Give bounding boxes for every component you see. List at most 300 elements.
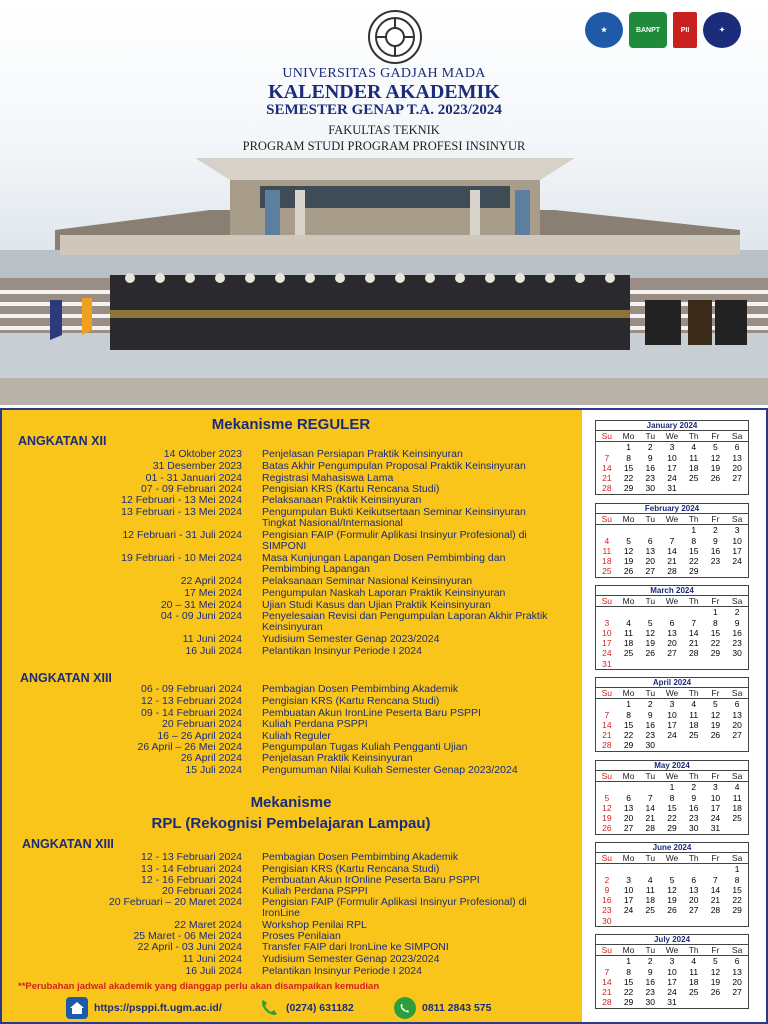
day-cell: 8	[713, 617, 718, 628]
weekday-label: Tu	[639, 688, 661, 699]
schedule-date: 13 Februari - 13 Mei 2024	[121, 506, 242, 518]
empty-day	[661, 864, 683, 874]
schedule-event: Penjelasan Persiapan Praktik Keinsinyuran	[262, 448, 463, 460]
day-cell: 30	[645, 483, 656, 494]
day-cell: 14	[602, 719, 612, 730]
month-calendar	[595, 677, 749, 752]
weekday-label: Su	[596, 853, 618, 864]
day-cell: 22	[710, 638, 721, 649]
day-cell: 7	[647, 792, 653, 803]
weekday-label: Su	[596, 596, 618, 607]
day-cell: 29	[623, 740, 634, 751]
day-cell: 9	[713, 535, 718, 546]
empty-day	[639, 782, 661, 792]
schedule-date: 25 Maret - 06 Mei 2024	[133, 930, 242, 942]
day-cell: 11	[645, 884, 655, 895]
ugm-logo	[368, 10, 422, 64]
schedule-date: 11 Juni 2024	[182, 953, 242, 965]
day-cell: 4	[626, 617, 631, 628]
schedule-date: 20 Februari 2024	[162, 885, 242, 897]
day-cell: 31	[710, 823, 721, 834]
schedule-date: 07 - 09 Februari 2024	[141, 483, 242, 495]
empty-day	[639, 525, 661, 535]
schedule-event: Pembuatan Akun IronLine Peserta Baru PSPPI	[262, 707, 481, 719]
schedule-date: 16 – 26 April 2024	[157, 730, 242, 742]
weekday-label: Su	[596, 514, 618, 525]
day-cell: 4	[691, 956, 697, 967]
day-cell: 14	[667, 545, 677, 556]
day-cell: 21	[710, 895, 721, 906]
weekday-label: Tu	[639, 853, 661, 864]
day-cell: 21	[602, 987, 612, 998]
phone-icon	[258, 997, 280, 1019]
day-cell: 23	[645, 987, 656, 998]
schedule-event: Pembuatan Akun IrOnline Peserta Baru PSPPI	[262, 874, 480, 886]
day-cell: 28	[710, 905, 721, 916]
day-cell: 17	[667, 976, 677, 987]
weekday-label: Su	[596, 945, 618, 956]
day-cell: 23	[645, 473, 656, 484]
whatsapp-contact[interactable]	[394, 997, 492, 1019]
schedule-date: 14 Oktober 2023	[163, 448, 242, 460]
schedule-date: 11 Juni 2024	[182, 633, 242, 645]
day-cell: 19	[710, 462, 721, 473]
day-cell: 13	[645, 545, 656, 556]
day-cell: 11	[602, 545, 612, 556]
day-cell: 30	[602, 915, 612, 926]
schedule-date: 06 - 09 Februari 2024	[141, 683, 242, 695]
day-cell: 12	[710, 709, 721, 720]
header-banner	[0, 0, 768, 405]
day-cell: 7	[691, 617, 697, 628]
tutwuri-logo: ★	[585, 12, 623, 48]
day-cell: 24	[623, 905, 634, 916]
schedule-event: Pengisian KRS (Kartu Rencana Studi)	[262, 483, 440, 495]
day-cell: 1	[626, 956, 631, 967]
day-cell: 21	[602, 730, 612, 741]
day-cell: 24	[667, 987, 677, 998]
day-cell: 20	[732, 462, 742, 473]
schedule-event: Pengumpulan Tugas Kuliah Pengganti Ujian	[262, 741, 468, 753]
empty-day	[683, 864, 705, 874]
schedule-date: 19 Februari - 10 Mei 2024	[121, 552, 242, 564]
day-cell: 26	[602, 823, 612, 834]
schedule-date: 17 Mei 2024	[184, 587, 242, 599]
weekday-label: Tu	[639, 514, 661, 525]
day-cell: 29	[732, 905, 742, 916]
page-title: KALENDER AKADEMIK	[268, 81, 500, 103]
day-cell: 3	[626, 874, 631, 885]
schedule-date: 22 Maret 2024	[174, 919, 242, 931]
schedule-date: 04 - 09 Juni 2024	[160, 610, 242, 622]
day-cell: 26	[710, 987, 721, 998]
pii-logo: PII	[673, 12, 697, 48]
day-cell: 28	[602, 997, 612, 1008]
day-cell: 17	[602, 638, 612, 649]
schedule-event: Transfer FAIP dari IronLine ke SIMPONI	[262, 941, 449, 953]
day-cell: 15	[667, 802, 677, 813]
weekday-label: Mo	[618, 853, 640, 864]
day-cell: 2	[647, 956, 653, 967]
weekday-label: We	[661, 945, 683, 956]
weekday-label: Fr	[705, 945, 727, 956]
day-cell: 12	[667, 884, 677, 895]
schedule-event: Proses Penilaian	[262, 930, 341, 942]
day-cell: 18	[732, 802, 742, 813]
day-cell: 20	[645, 556, 656, 567]
day-cell: 19	[602, 813, 612, 824]
month-title: January 2024	[596, 421, 748, 431]
weekday-label: Tu	[639, 431, 661, 442]
weekday-label: Tu	[639, 771, 661, 782]
day-cell: 23	[602, 905, 612, 916]
day-cell: 4	[734, 782, 740, 793]
empty-day	[705, 864, 727, 874]
day-cell: 11	[689, 966, 699, 977]
day-cell: 18	[688, 976, 699, 987]
day-cell: 15	[688, 545, 699, 556]
day-cell: 2	[713, 525, 718, 536]
weekday-label: Sa	[726, 853, 748, 864]
month-title: April 2024	[596, 678, 748, 688]
day-cell: 2	[647, 699, 653, 710]
program-name: PROGRAM STUDI PROGRAM PROFESI INSINYUR	[242, 139, 526, 153]
day-cell: 26	[623, 566, 634, 577]
day-cell: 8	[691, 535, 697, 546]
day-cell: 27	[688, 905, 699, 916]
schedule-event: Ujian Studi Kasus dan Ujian Praktik Keinsinyuran	[262, 599, 491, 611]
day-cell: 24	[732, 556, 742, 567]
schedule-event: Yudisium Semester Genap 2023/2024	[262, 953, 440, 965]
day-cell: 15	[732, 884, 742, 895]
schedule-event: Pelantikan Insinyur Periode I 2024	[262, 645, 422, 657]
day-cell: 4	[604, 535, 610, 546]
day-cell: 14	[602, 462, 612, 473]
day-cell: 17	[667, 719, 677, 730]
day-cell: 4	[647, 874, 653, 885]
empty-day	[596, 782, 618, 792]
home-icon	[66, 997, 88, 1019]
day-cell: 1	[734, 864, 740, 875]
empty-day	[639, 864, 661, 874]
weekday-label: Sa	[726, 945, 748, 956]
schedule-date: 22 April - 03 Juni 2024	[137, 941, 242, 953]
angkatan-xii-label: ANGKATAN XII	[18, 434, 107, 448]
day-cell: 2	[691, 782, 697, 793]
day-cell: 9	[691, 792, 697, 803]
schedule-date: 12 - 13 Februari 2024	[141, 851, 242, 863]
day-cell: 10	[623, 884, 634, 895]
building-photo	[0, 150, 768, 405]
weekday-label: Sa	[726, 431, 748, 442]
month-calendar	[595, 503, 749, 578]
day-cell: 14	[602, 976, 612, 987]
day-cell: 3	[604, 617, 610, 628]
schedule-date: 16 Juli 2024	[185, 645, 242, 657]
day-cell: 21	[602, 473, 612, 484]
weekday-label: Mo	[618, 596, 640, 607]
weekday-label: Th	[683, 771, 705, 782]
day-cell: 22	[667, 813, 677, 824]
day-cell: 4	[691, 699, 697, 710]
day-cell: 5	[626, 535, 631, 546]
day-cell: 10	[602, 627, 612, 638]
day-cell: 14	[710, 884, 721, 895]
day-cell: 3	[734, 525, 740, 536]
schedule-event: Pengumuman Nilai Kuliah Semester Genap 2023/2024	[262, 764, 518, 776]
month-title: February 2024	[596, 504, 748, 514]
weekday-label: We	[661, 853, 683, 864]
day-cell: 25	[688, 473, 699, 484]
day-cell: 13	[732, 966, 742, 977]
day-cell: 6	[734, 442, 740, 453]
unit-emblem-logo: ✦	[703, 12, 741, 48]
empty-day	[618, 782, 640, 792]
day-cell: 15	[623, 719, 634, 730]
weekday-label: Fr	[705, 514, 727, 525]
rpl-angkatan-label: ANGKATAN XIII	[22, 837, 114, 851]
weekday-label: Mo	[618, 431, 640, 442]
day-cell: 9	[647, 709, 653, 720]
empty-day	[596, 525, 618, 535]
day-cell: 27	[667, 648, 677, 659]
day-cell: 22	[623, 473, 634, 484]
schedule-event: Masa Kunjungan Lapangan Dosen Pembimbing dan Pembimbing Lapangan	[262, 552, 506, 575]
day-cell: 30	[688, 823, 699, 834]
day-cell: 30	[645, 740, 656, 751]
weekday-label: Sa	[726, 688, 748, 699]
schedule-date: 26 April – 26 Mei 2024	[137, 741, 242, 753]
month-calendar	[595, 934, 749, 1009]
day-cell: 11	[732, 792, 742, 803]
empty-day	[596, 956, 618, 966]
day-cell: 13	[732, 709, 742, 720]
day-cell: 5	[713, 442, 718, 453]
phone-number[interactable]: (0274) 631182	[286, 1002, 354, 1014]
semester-title: SEMESTER GENAP T.A. 2023/2024	[266, 102, 502, 118]
day-cell: 9	[647, 452, 653, 463]
weekday-label: Fr	[705, 596, 727, 607]
day-cell: 31	[602, 658, 612, 669]
day-cell: 6	[691, 874, 697, 885]
day-cell: 27	[645, 566, 656, 577]
day-cell: 7	[713, 874, 718, 885]
weekday-label: We	[661, 431, 683, 442]
schedule-event: Pengisian KRS (Kartu Rencana Studi)	[262, 695, 440, 707]
day-cell: 20	[732, 976, 742, 987]
day-cell: 12	[645, 627, 656, 638]
day-cell: 22	[732, 895, 742, 906]
day-cell: 25	[732, 813, 742, 824]
schedule-date: 12 - 13 Februari 2024	[141, 695, 242, 707]
day-cell: 29	[623, 997, 634, 1008]
day-cell: 11	[689, 452, 699, 463]
weekday-label: Mo	[618, 688, 640, 699]
schedule-date: 12 Februari - 13 Mei 2024	[121, 494, 242, 506]
day-cell: 23	[732, 638, 742, 649]
day-cell: 21	[688, 638, 699, 649]
day-cell: 12	[710, 966, 721, 977]
schedule-event: Pelaksanaan Seminar Nasional Keinsinyuran	[262, 575, 473, 587]
weekday-label: Th	[683, 853, 705, 864]
day-cell: 6	[626, 792, 631, 803]
schedule-date: 01 - 31 Januari 2024	[145, 472, 242, 484]
day-cell: 18	[602, 556, 612, 567]
day-cell: 1	[626, 442, 631, 453]
day-cell: 20	[732, 719, 742, 730]
empty-day	[596, 607, 618, 617]
weekday-label: Sa	[726, 514, 748, 525]
schedule-event: Pengisian FAIP (Formulir Aplikasi Insinyur Profesional) di SIMPONI	[262, 529, 527, 552]
day-cell: 29	[688, 566, 699, 577]
day-cell: 13	[688, 884, 699, 895]
day-cell: 3	[669, 699, 675, 710]
day-cell: 16	[688, 802, 699, 813]
empty-day	[618, 864, 640, 874]
day-cell: 11	[624, 627, 633, 638]
whatsapp-number[interactable]: 0811 2843 575	[422, 1002, 492, 1014]
weekday-label: Th	[683, 431, 705, 442]
day-cell: 15	[623, 976, 634, 987]
weekday-label: Th	[683, 688, 705, 699]
day-cell: 10	[710, 792, 721, 803]
day-cell: 5	[647, 617, 653, 628]
day-cell: 28	[688, 648, 699, 659]
empty-day	[639, 607, 661, 617]
day-cell: 18	[688, 719, 699, 730]
day-cell: 17	[732, 545, 742, 556]
day-cell: 1	[626, 699, 631, 710]
day-cell: 17	[623, 895, 634, 906]
day-cell: 19	[645, 638, 656, 649]
website-contact[interactable]	[66, 997, 222, 1019]
schedule-event: Yudisium Semester Genap 2023/2024	[262, 633, 440, 645]
day-cell: 7	[604, 709, 610, 720]
day-cell: 7	[604, 966, 610, 977]
day-cell: 7	[669, 535, 675, 546]
day-cell: 26	[710, 473, 721, 484]
day-cell: 1	[713, 607, 718, 618]
day-cell: 24	[667, 473, 677, 484]
month-calendar	[595, 585, 749, 670]
day-cell: 29	[623, 483, 634, 494]
month-title: June 2024	[596, 843, 748, 853]
day-cell: 25	[688, 730, 699, 741]
day-cell: 11	[689, 709, 699, 720]
rpl-title-2: RPL (Rekognisi Pembelajaran Lampau)	[151, 815, 431, 832]
day-cell: 12	[602, 802, 612, 813]
schedule-event: Kuliah Reguler	[262, 730, 331, 742]
day-cell: 22	[623, 730, 634, 741]
phone-contact[interactable]	[258, 997, 354, 1019]
day-cell: 23	[688, 813, 699, 824]
day-cell: 4	[691, 442, 697, 453]
day-cell: 6	[734, 699, 740, 710]
schedule-event: Pengumpulan Bukti Keikutsertaan Seminar Keinsinyuran Tingkat Nasional/Internasional	[262, 506, 526, 529]
day-cell: 5	[604, 792, 610, 803]
month-title: March 2024	[596, 586, 748, 596]
day-cell: 8	[626, 966, 631, 977]
day-cell: 1	[669, 782, 675, 793]
month-calendar	[595, 420, 749, 495]
day-cell: 25	[602, 566, 612, 577]
day-cell: 24	[602, 648, 612, 659]
schedule-event: Kuliah Perdana PSPPI	[262, 885, 368, 897]
empty-day	[596, 699, 618, 709]
schedule-event: Pembagian Dosen Pembimbing Akademik	[262, 683, 459, 695]
empty-day	[618, 525, 640, 535]
weekday-label: We	[661, 596, 683, 607]
day-cell: 5	[713, 699, 718, 710]
day-cell: 9	[647, 966, 653, 977]
schedule-date: 20 – 31 Mei 2024	[160, 599, 242, 611]
day-cell: 24	[667, 730, 677, 741]
weekday-label: We	[661, 688, 683, 699]
day-cell: 29	[667, 823, 677, 834]
day-cell: 13	[623, 802, 634, 813]
day-cell: 28	[645, 823, 656, 834]
schedule-event: Penjelasan Praktik Keinsinyuran	[262, 752, 413, 764]
schedule-date: 20 Februari 2024	[162, 718, 242, 730]
weekday-label: Su	[596, 771, 618, 782]
empty-day	[596, 442, 618, 452]
day-cell: 15	[710, 627, 721, 638]
day-cell: 30	[732, 648, 742, 659]
day-cell: 14	[688, 627, 699, 638]
day-cell: 10	[667, 452, 677, 463]
day-cell: 26	[710, 730, 721, 741]
day-cell: 29	[710, 648, 721, 659]
weekday-label: Th	[683, 596, 705, 607]
reguler-title: Mekanisme REGULER	[211, 416, 371, 433]
schedule-date: 13 - 14 Februari 2024	[141, 863, 242, 875]
weekday-label: Tu	[639, 945, 661, 956]
day-cell: 5	[713, 956, 718, 967]
schedule-date: 20 Februari – 20 Maret 2024	[108, 896, 242, 908]
day-cell: 16	[602, 895, 612, 906]
weekday-label: Fr	[705, 431, 727, 442]
day-cell: 20	[623, 813, 634, 824]
day-cell: 16	[645, 462, 656, 473]
day-cell: 31	[667, 997, 677, 1008]
day-cell: 14	[645, 802, 656, 813]
whatsapp-icon	[394, 997, 416, 1019]
day-cell: 5	[669, 874, 675, 885]
day-cell: 23	[645, 730, 656, 741]
day-cell: 27	[623, 823, 634, 834]
day-cell: 3	[713, 782, 718, 793]
day-cell: 22	[623, 987, 634, 998]
schedule-event: Kuliah Perdana PSPPI	[262, 718, 368, 730]
faculty-name: FAKULTAS TEKNIK	[328, 123, 440, 137]
schedule-date: 12 - 16 Februari 2024	[141, 874, 242, 886]
empty-day	[661, 607, 683, 617]
day-cell: 16	[645, 976, 656, 987]
month-calendar	[595, 842, 749, 927]
day-cell: 8	[734, 874, 740, 885]
day-cell: 6	[734, 956, 740, 967]
day-cell: 30	[645, 997, 656, 1008]
month-title: July 2024	[596, 935, 748, 945]
weekday-label: We	[661, 514, 683, 525]
weekday-label: Su	[596, 431, 618, 442]
day-cell: 6	[647, 535, 653, 546]
weekday-label: Mo	[618, 945, 640, 956]
day-cell: 20	[688, 895, 699, 906]
website-link[interactable]: https://psppi.ft.ugm.ac.id/	[94, 1002, 222, 1014]
weekday-label: Th	[683, 514, 705, 525]
schedule-event: Pelantikan Insinyur Periode I 2024	[262, 965, 422, 977]
